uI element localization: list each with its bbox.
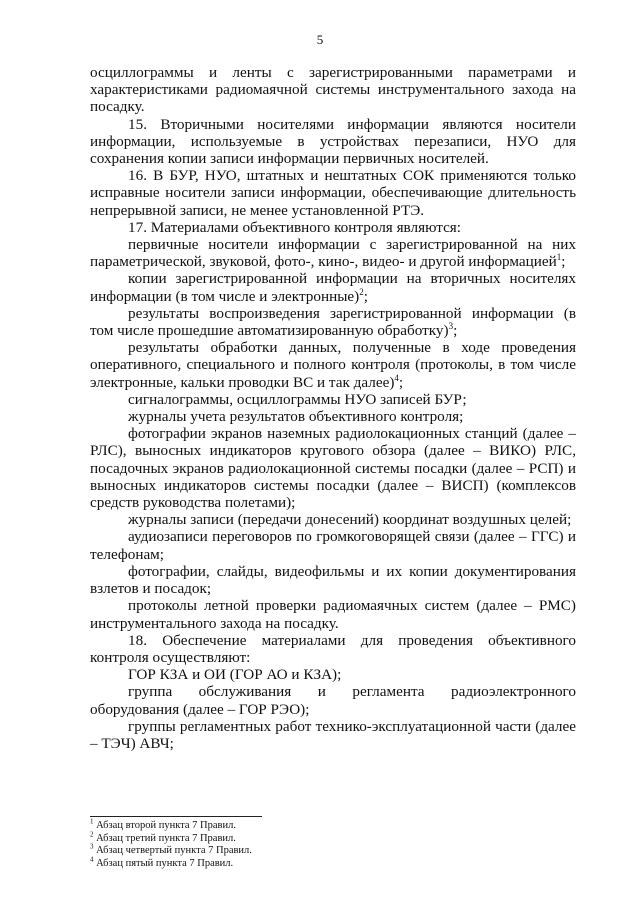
footnote-marker: 2 [359, 286, 364, 297]
footnote-text: Абзац третий пункта 7 Правил. [96, 832, 236, 844]
page-number: 5 [316, 32, 324, 47]
list-item [90, 236, 576, 270]
footnote-number: 2 [90, 830, 94, 839]
paragraph-text: журналы записи (передачи донесений) координат воздушных целей; [128, 511, 572, 529]
footnote-marker: 3 [448, 320, 454, 331]
footnote-marker: 4 [394, 372, 399, 383]
paragraph-text: фотографии экранов наземных радиолокационных станций (далее – РЛС), выносных индикаторов кругового обзора (далее – ВИКО) РЛС, посадочных экранов радиолокационной системы посадки (далее – РСП) и выносных индикаторов системы посадки (далее – ВИСП) (комплексов средств руководства полетами); [90, 425, 576, 512]
paragraph-text: осциллограммы и ленты с зарегистрированными параметрами и характеристиками радиомаячной системы инструментального захода на посадку. [90, 64, 576, 116]
list-item [90, 666, 576, 683]
footnote [90, 842, 390, 858]
list-item [90, 425, 576, 511]
paragraph-text: фотографии, слайды, видеофильмы и их копии документирования взлетов и посадок; [90, 562, 576, 598]
paragraph-text: 15. Вторичными носителями информации являются носители информации, используемые в устройствах перезаписи, НУО для сохранения копии записи информации первичных носителей. [90, 115, 576, 168]
footnote-text: Абзац второй пункта 7 Правил. [96, 820, 236, 831]
paragraph-text: результаты воспроизведения зарегистрированной информации (в том числе прошедшие автоматизированную обработку) [90, 304, 576, 340]
footnote-text: Абзац четвертый пункта 7 Правил. [96, 845, 252, 857]
footnote [90, 817, 390, 833]
paragraph-text: журналы учета результатов объективного контроля; [128, 408, 464, 426]
paragraph-text: 16. В БУР, НУО, штатных и нештатных СОК применяются только исправные носители записи информации, обеспечивающие длительность непрерывной записи, не менее установленной РТЭ. [90, 167, 576, 219]
footnote [90, 855, 390, 871]
paragraph-continuation [90, 64, 576, 116]
paragraph-text: группы регламентных работ технико-эксплуатационной части (далее – ТЭЧ) АВЧ; [90, 717, 576, 752]
list-item [90, 511, 576, 528]
list-item [90, 597, 576, 631]
paragraph-text: группа обслуживания и регламента радиоэлектронного оборудования (далее – ГОР РЭО); [90, 683, 576, 718]
document-body [90, 64, 576, 752]
list-item [90, 563, 576, 597]
footnotes [90, 817, 390, 870]
paragraph-item-18 [90, 632, 576, 666]
paragraph-text: сигналограммы, осциллограммы НУО записей БУР; [128, 390, 467, 408]
paragraph-text: результаты обработки данных, полученные в ходе проведения оперативного, специального и полного контроля (протоколы, в том числе электронные, кальки проводки ВС и так далее) [90, 339, 576, 391]
footnote-divider [90, 816, 262, 817]
list-item [90, 339, 576, 391]
list-item [90, 391, 576, 408]
paragraph-text: аудиозаписи переговоров по громкоговорящей связи (далее – ГГС) и телефонам; [90, 528, 576, 563]
paragraph-punct: ; [453, 322, 458, 340]
list-item [90, 270, 576, 304]
paragraph-text: копии зарегистрированной информации на вторичных носителях информации (в том числе и электронные) [90, 270, 576, 305]
list-item [90, 683, 576, 717]
paragraph-item-15 [90, 116, 576, 168]
paragraph-item-17 [90, 219, 576, 236]
paragraph-punct: ; [363, 287, 368, 305]
list-item [90, 528, 576, 562]
footnote-number: 1 [90, 817, 94, 826]
paragraph-item-16 [90, 167, 576, 219]
footnote [90, 830, 390, 846]
footnote-number: 4 [90, 855, 94, 864]
paragraph-punct: ; [561, 253, 566, 271]
paragraph-text: 17. Материалами объективного контроля являются: [128, 218, 462, 236]
list-item [90, 408, 576, 425]
paragraph-text: протоколы летной проверки радиомаячных систем (далее – РМС) инструментального захода на посадку. [90, 597, 576, 632]
paragraph-punct: ; [398, 373, 404, 391]
footnote-marker: 1 [556, 252, 562, 263]
list-item [90, 718, 576, 752]
footnote-text: Абзац пятый пункта 7 Правил. [96, 857, 234, 869]
paragraph-text: ГОР КЗА и ОИ (ГОР АО и КЗА); [128, 666, 342, 684]
list-item [90, 305, 576, 339]
paragraph-text: 18. Обеспечение материалами для проведения объективного контроля осуществляют: [90, 631, 576, 666]
footnote-number: 3 [90, 842, 94, 851]
paragraph-text: первичные носители информации с зарегистрированной на них параметрической, звуковой, фото-, кино-, видео- и другой информацией [90, 236, 576, 271]
